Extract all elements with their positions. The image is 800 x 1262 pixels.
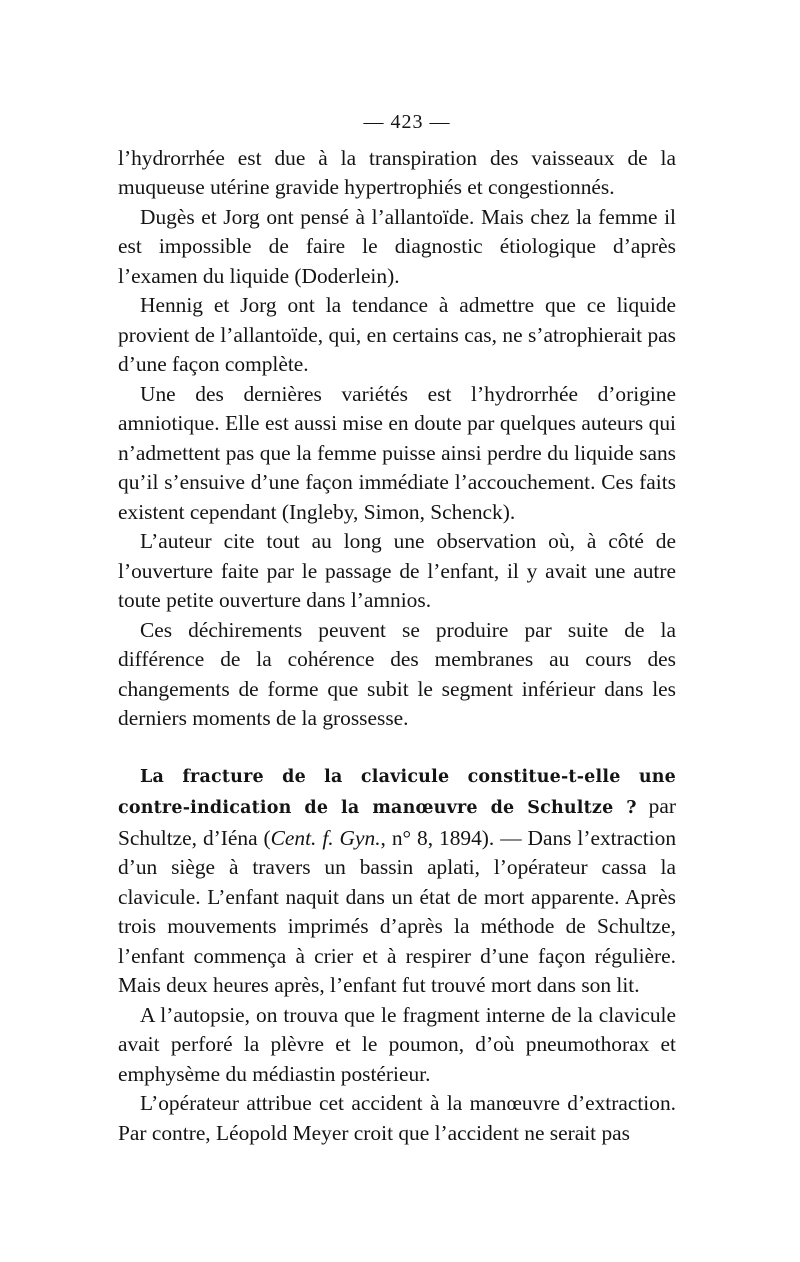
paragraph: Dugès et Jorg ont pensé à l’allantoïde. Mais chez la femme il est impossible de faire le diagnostic étiologique d’après l’examen du liquide (Doderlein). [118, 204, 676, 288]
article-section [118, 761, 676, 1149]
paragraph: Une des dernières variétés est l’hydrorrhée d’origine amniotique. Elle est aussi mise en doute par quelques auteurs qui n’admettent pas que la femme puisse ainsi perdre du liquide sans qu’il s’ensuive d’une façon immédiate l’accouchement. Ces faits existent cependant (Ingleby, Simon, Schenck). [118, 381, 676, 524]
paragraph: L’opérateur attribue cet accident à la manœuvre d’extraction. Par contre, Léopold Meyer croit que l’accident ne serait pas [118, 1091, 676, 1145]
paragraph: l’hydrorrhée est due à la transpiration des vaisseaux de la muqueuse utérine gravide hypertrophiés et congestionnés. [118, 145, 676, 199]
top-text-block [118, 144, 676, 734]
page-number: — 423 — [363, 111, 451, 133]
article-author: par Schultze, d’Iéna ( [118, 794, 676, 850]
paragraph: Hennig et Jorg ont la tendance à admettre que ce liquide provient de l’allantoïde, qui, en certains cas, ne s’atrophierait pas d’une façon complète. [118, 293, 676, 376]
paragraph: A l’autopsie, on trouva que le fragment interne de la clavicule avait perforé la plèvre et le poumon, d’où pneumothorax et emphysème du médiastin postérieur. [118, 1002, 676, 1086]
article-heading: La fracture de la clavicule constitue-t-elle une contre-indication de la manœuvre de Schultze ? [118, 766, 676, 818]
book-page [118, 108, 676, 1148]
paragraph: Ces déchirements peuvent se produire par suite de la différence de la cohérence des membranes au cours des changements de forme que subit le segment inférieur dans les derniers moments de la grossesse. [118, 617, 676, 730]
journal-name: Cent. f. Gyn. [270, 825, 381, 850]
paragraph: L’auteur cite tout au long une observation où, à côté de l’ouverture faite par le passage de l’enfant, il y avait une autre toute petite ouverture dans l’amnios. [118, 529, 676, 612]
article-citation-text: , n° 8, 1894). — Dans l’extraction d’un siège à travers un bassin aplati, l’opérateur cassa la clavicule. L’enfant naquit dans un état de mort apparente. Après trois mouvements imprimés d’après la méthode de Schultze, l’enfant commença à crier et à respirer d’une façon régulière. Mais deux heures après, l’enfant fut trouvé mort dans son lit. [118, 825, 677, 997]
article-lead-paragraph [118, 761, 676, 1001]
